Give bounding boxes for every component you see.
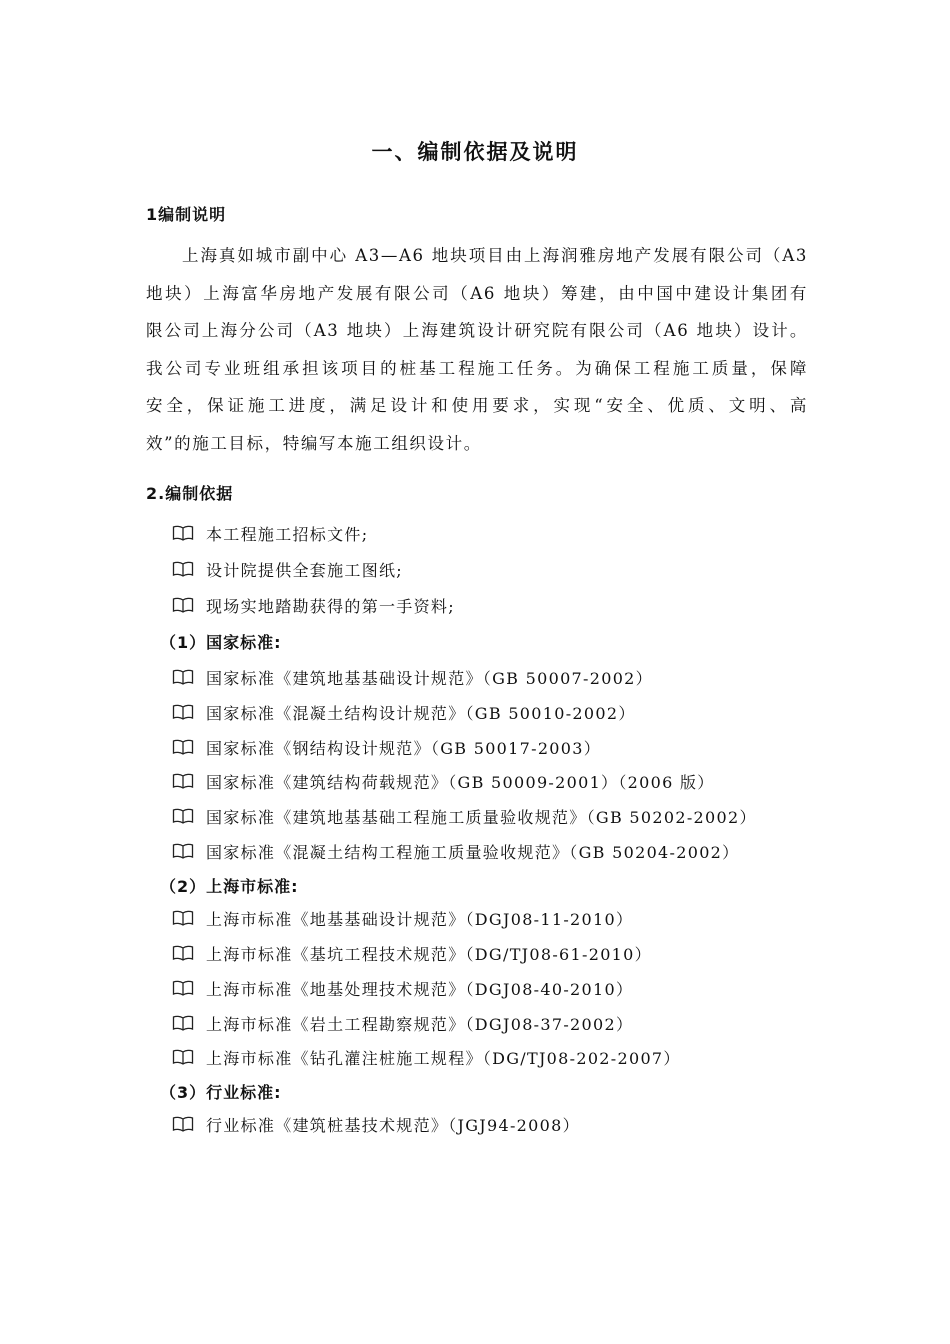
paragraph-line: 我公司专业班组承担该项目的桩基工程施工任务。为确保工程施工质量，保障 <box>146 358 808 378</box>
open-book-icon <box>172 945 194 961</box>
sub-heading-national: （1）国家标准: <box>160 633 282 652</box>
list-item-text: 国家标准《建筑地基基础工程施工质量验收规范》（GB 50202-2002） <box>206 807 757 827</box>
list-item <box>172 1011 633 1035</box>
section-heading-basis: 2.编制依据 <box>146 484 234 503</box>
open-book-icon <box>172 910 194 926</box>
paragraph-line: 安全，保证施工进度，满足设计和使用要求，实现“安全、优质、文明、高 <box>146 396 808 415</box>
list-item-text: 上海市标准《基坑工程技术规范》（DG/TJ08-61-2010） <box>206 944 652 964</box>
list-item <box>172 665 653 689</box>
paragraph-line: 上海真如城市副中心 A3—A6 地块项目由上海润雅房地产发展有限公司（A3 <box>182 246 808 265</box>
list-item-text: 上海市标准《钻孔灌注桩施工规程》（DG/TJ08-202-2007） <box>206 1048 681 1068</box>
list-item-text: 上海市标准《岩土工程勘察规范》（DGJ08-37-2002） <box>206 1014 634 1034</box>
sub-heading-industry: （3）行业标准: <box>160 1083 282 1102</box>
list-item-text: 设计院提供全套施工图纸; <box>206 560 403 580</box>
list-item <box>172 976 633 1000</box>
section-heading-explanation: 1编制说明 <box>146 205 227 224</box>
open-book-icon <box>172 525 194 541</box>
list-item-text: 本工程施工招标文件; <box>206 524 369 544</box>
open-book-icon <box>172 1049 194 1065</box>
paragraph-line: 地块）上海富华房地产发展有限公司（A6 地块）筹建，由中国中建设计集团有 <box>146 283 808 303</box>
list-item <box>172 700 636 724</box>
list-item <box>172 769 715 793</box>
list-item <box>172 1112 580 1136</box>
sub-heading-shanghai: （2）上海市标准: <box>160 877 299 896</box>
list-item <box>172 839 739 863</box>
open-book-icon <box>172 980 194 996</box>
list-item <box>172 804 757 828</box>
open-book-icon <box>172 773 194 789</box>
open-book-icon <box>172 597 194 613</box>
open-book-icon <box>172 1116 194 1132</box>
list-item-text: 行业标准《建筑桩基技术规范》（JGJ94-2008） <box>206 1115 580 1135</box>
list-item <box>172 735 601 759</box>
paragraph-line: 效”的施工目标，特编写本施工组织设计。 <box>146 433 482 453</box>
open-book-icon <box>172 704 194 720</box>
list-item <box>172 593 455 617</box>
open-book-icon <box>172 669 194 685</box>
list-item-text: 国家标准《建筑结构荷载规范》（GB 50009-2001）（2006 版） <box>206 772 715 792</box>
list-item <box>172 557 403 581</box>
list-item-text: 国家标准《建筑地基基础设计规范》（GB 50007-2002） <box>206 668 653 688</box>
list-item <box>172 521 368 545</box>
list-item-text: 上海市标准《地基处理技术规范》（DGJ08-40-2010） <box>206 979 634 999</box>
list-item-text: 国家标准《混凝土结构工程施工质量验收规范》（GB 50204-2002） <box>206 842 740 862</box>
list-item-text: 上海市标准《地基基础设计规范》（DGJ08-11-2010） <box>206 909 634 929</box>
list-item <box>172 906 633 930</box>
paragraph-line: 限公司上海分公司（A3 地块）上海建筑设计研究院有限公司（A6 地块）设计。 <box>146 321 808 340</box>
list-item <box>172 1045 681 1069</box>
page-title: 一、编制依据及说明 <box>371 140 579 164</box>
open-book-icon <box>172 561 194 577</box>
explanation-paragraph <box>146 237 808 462</box>
list-item <box>172 941 652 965</box>
open-book-icon <box>172 808 194 824</box>
open-book-icon <box>172 1015 194 1031</box>
open-book-icon <box>172 843 194 859</box>
open-book-icon <box>172 739 194 755</box>
list-item-text: 国家标准《钢结构设计规范》（GB 50017-2003） <box>206 738 602 758</box>
list-item-text: 国家标准《混凝土结构设计规范》（GB 50010-2002） <box>206 703 636 723</box>
list-item-text: 现场实地踏勘获得的第一手资料; <box>206 596 455 616</box>
